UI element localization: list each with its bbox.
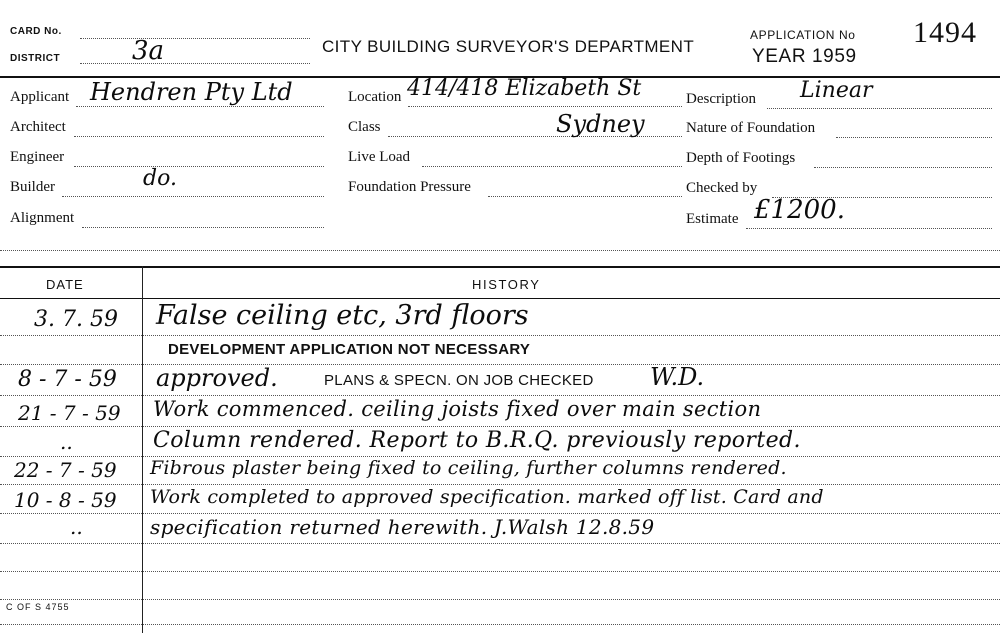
location-label: Location [348, 89, 402, 105]
foundation-pressure-line [488, 196, 682, 197]
applicant-label: Applicant [10, 89, 70, 105]
history-date: 10 - 8 - 59 [14, 488, 117, 512]
history-entry: Fibrous plaster being fixed to ceiling, further columns rendered. [150, 457, 787, 479]
row-line [0, 571, 1000, 572]
architect-line [74, 136, 324, 137]
history-date: 21 - 7 - 59 [18, 401, 121, 425]
history-header: HISTORY [472, 277, 541, 292]
department-title: CITY BUILDING SURVEYOR'S DEPARTMENT [322, 37, 695, 56]
history-entry: Column rendered. Report to B.R.Q. previously reported. [153, 428, 801, 453]
live-load-line [422, 166, 682, 167]
district-label: DISTRICT [10, 53, 61, 64]
history-entry: Work completed to approved specification. marked off list. Card and [150, 486, 824, 508]
applicant-value: Hendren Pty Ltd [90, 78, 293, 106]
description-line [767, 108, 992, 109]
history-entry: approved. [156, 364, 278, 392]
estimate-value: £1200. [754, 195, 845, 225]
history-date: .. [70, 515, 83, 539]
checked-by-label: Checked by [686, 180, 758, 196]
card-no-label: CARD No. [10, 26, 62, 37]
description-label: Description [686, 91, 756, 107]
card-no-line [80, 38, 310, 39]
row-line [0, 335, 1000, 336]
row-line [0, 426, 1000, 427]
year-label: YEAR 1959 [752, 46, 857, 67]
architect-label: Architect [10, 119, 66, 135]
class-label: Class [348, 119, 381, 135]
live-load-label: Live Load [348, 149, 411, 165]
plans-checked-stamp: PLANS & SPECN. ON JOB CHECKED [324, 372, 594, 389]
history-date: 3. 7. 59 [34, 307, 118, 332]
history-top-rule [0, 266, 1000, 268]
row-line [0, 364, 1000, 365]
description-value: Linear [800, 78, 873, 103]
history-date: 8 - 7 - 59 [18, 367, 117, 392]
fields-bottom-line [0, 250, 1000, 251]
location-line [408, 106, 682, 107]
date-header: DATE [46, 277, 84, 292]
date-column-divider [142, 266, 143, 633]
history-header-rule [0, 298, 1000, 299]
history-date: .. [60, 430, 73, 454]
application-label: APPLICATION No [750, 28, 856, 42]
history-entry: Work commenced. ceiling joists fixed over main section [153, 397, 762, 421]
nature-of-foundation-line [836, 137, 992, 138]
engineer-line [74, 166, 324, 167]
location-value-line2: Sydney [556, 110, 645, 138]
history-entry: False ceiling etc, 3rd floors [156, 300, 529, 331]
row-line [0, 484, 1000, 485]
row-line [0, 395, 1000, 396]
alignment-label: Alignment [10, 210, 75, 226]
estimate-label: Estimate [686, 211, 739, 227]
district-value: 3a [132, 36, 165, 66]
form-code: C OF S 4755 [6, 602, 70, 612]
nature-of-foundation-label: Nature of Foundation [686, 120, 816, 136]
row-line [0, 513, 1000, 514]
history-initials: W.D. [650, 363, 705, 391]
depth-of-footings-line [814, 167, 992, 168]
builder-value: do. [143, 166, 177, 191]
application-number: 1494 [913, 16, 977, 49]
development-stamp: DEVELOPMENT APPLICATION NOT NECESSARY [168, 341, 531, 358]
estimate-line [746, 228, 992, 229]
history-entry: specification returned herewith. J.Walsh 12.8.59 [150, 515, 655, 539]
row-line [0, 599, 1000, 600]
row-line [0, 624, 1000, 625]
row-line [0, 543, 1000, 544]
engineer-label: Engineer [10, 149, 65, 165]
alignment-line [82, 227, 324, 228]
foundation-pressure-label: Foundation Pressure [348, 179, 471, 195]
district-line [80, 63, 310, 64]
builder-label: Builder [10, 179, 55, 195]
depth-of-footings-label: Depth of Footings [686, 150, 796, 166]
applicant-line [76, 106, 324, 107]
builder-line [62, 196, 324, 197]
history-date: 22 - 7 - 59 [14, 458, 117, 482]
location-value-line1: 414/418 Elizabeth St [407, 76, 642, 101]
